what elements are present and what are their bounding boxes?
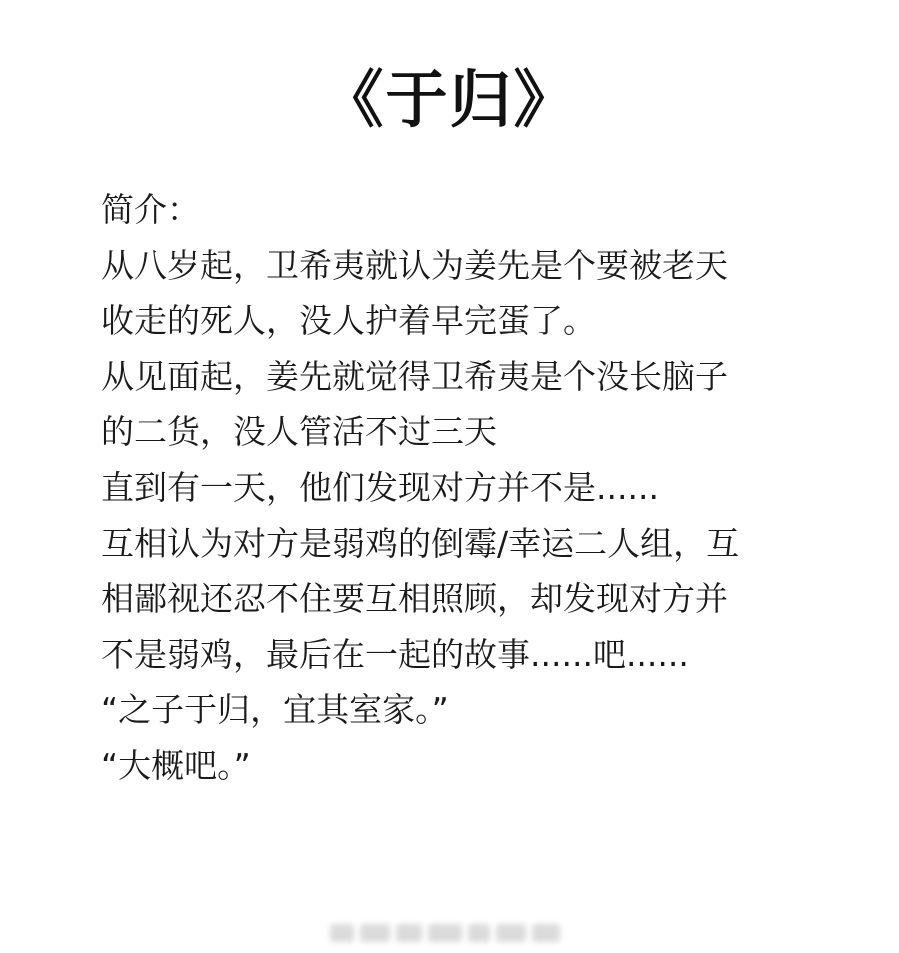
synopsis-text [101, 182, 821, 794]
synopsis-line: 从见面起，姜先就觉得卫希夷是个没长脑子 [101, 356, 728, 396]
quote-line: “之子于归，宜其室家。” [101, 690, 449, 730]
blurred-watermark [330, 922, 566, 944]
document-title: 《于归》 [321, 63, 578, 136]
synopsis-line: 的二货，没人管活不过三天 [101, 412, 497, 452]
synopsis-line: 收走的死人，没人护着早完蛋了。 [101, 301, 596, 341]
synopsis-line: 从八岁起，卫希夷就认为姜先是个要被老天 [101, 245, 728, 285]
quote-line: “大概吧。” [101, 745, 251, 785]
synopsis-heading: 简介： [101, 190, 200, 229]
synopsis-line: 直到有一天，他们发现对方并不是...... [101, 467, 659, 507]
synopsis-line: 互相认为对方是弱鸡的倒霉/幸运二人组，互 [101, 523, 740, 563]
synopsis-line: 相鄙视还忍不住要互相照顾，却发现对方并 [101, 579, 728, 619]
synopsis-line: 不是弱鸡，最后在一起的故事......吧...... [101, 634, 689, 674]
